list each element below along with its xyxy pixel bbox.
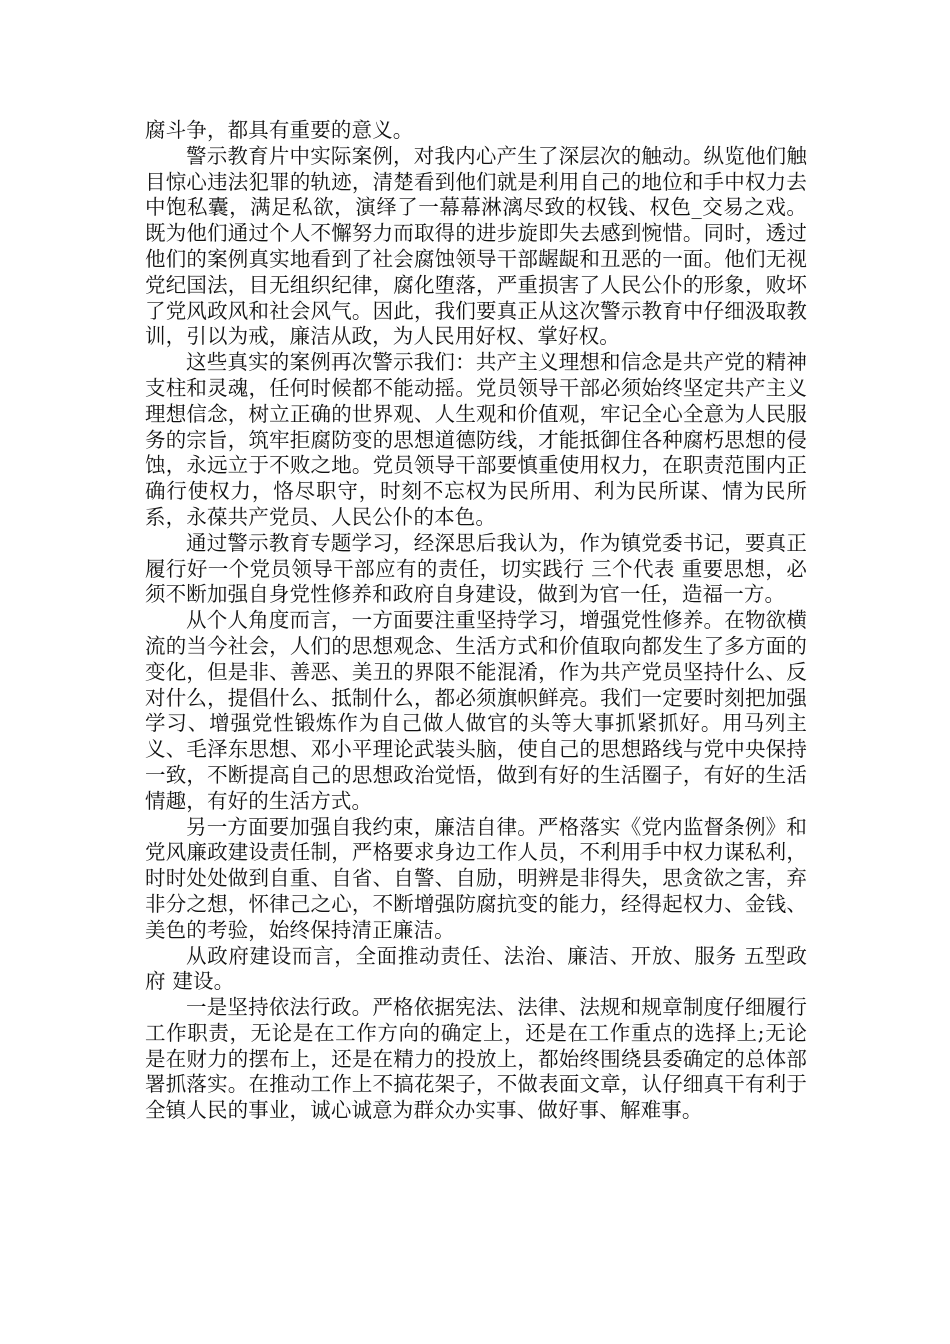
paragraph-continuation: 腐斗争，都具有重要的意义。 (145, 118, 414, 142)
paragraph-self-discipline: 另一方面要加强自我约束，廉洁自律。严格落实《党内监督条例》和党风廉政建设责任制，严格要求身边工作人员，不利用手中权力谋私利，时时处处做到自重、自省、自警、自励，明辨是非得失，思贪欲之害，弃非分之想，怀律己之心，不断增强防腐抗变的能力，经得起权力、金钱、美色的考验，始终保持清正廉洁。 (145, 814, 807, 942)
paragraph-rule-of-law: 一是坚持依法行政。严格依据宪法、法律、法规和规章制度仔细履行工作职责，无论是在工作方向的确定上，还是在工作重点的选择上;无论是在财力的摆布上，还是在精力的投放上，都始终围绕县委确定的总体部署抓落实。在推动工作上不搞花架子，不做表面文章，认仔细真干有利于全镇人民的事业，诚心诚意为群众办实事、做好事、解难事。 (145, 995, 807, 1123)
paragraph-personal-study: 从个人角度而言，一方面要注重坚持学习，增强党性修养。在物欲横流的当今社会，人们的思想观念、生活方式和价值取向都发生了多方面的变化，但是非、善恶、美丑的界限不能混淆，作为共产党员坚持什么、反对什么，提倡什么、抵制什么，都必须旗帜鲜亮。我们一定要时刻把加强学习、增强党性锻炼作为自己做人做官的头等大事抓紧抓好。用马列主义、毛泽东思想、邓小平理论武装头脑，使自己的思想路线与党中央保持一致，不断提高自己的思想政治觉悟，做到有好的生活圈子，有好的生活情趣，有好的生活方式。 (145, 608, 807, 813)
paragraph-ideals-and-beliefs: 这些真实的案例再次警示我们：共产主义理想和信念是共产党的精神支柱和灵魂，任何时候都不能动摇。党员领导干部必须始终坚定共产主义理想信念，树立正确的世界观、人生观和价值观，牢记全心全意为人民服务的宗旨，筑牢拒腐防变的思想道德防线，才能抵御住各种腐朽思想的侵蚀，永远立于不败之地。党员领导干部要慎重使用权力，在职责范围内正确行使权力，恪尽职守，时刻不忘权为民所用、利为民所谋、情为民所系，永葆共产党员、人民公仆的本色。 (145, 350, 807, 529)
paragraph-warning-cases: 警示教育片中实际案例，对我内心产生了深层次的触动。纵览他们触目惊心违法犯罪的轨迹，清楚看到他们就是利用自己的地位和手中权力去中饱私囊，满足私欲，演绎了一幕幕淋漓尽致的权钱、权色_交易之戏。既为他们通过个人不懈努力而取得的进步旋即失去感到惋惜。同时，透过他们的案例真实地看到了社会腐蚀领导干部龌龊和丑恶的一面。他们无视党纪国法，目无组织纪律，腐化堕落，严重损害了人民公仆的形象，败坏了党风政风和社会风气。因此，我们要真正从这次警示教育中仔细汲取教训，引以为戒，廉洁从政，为人民用好权、掌好权。 (145, 143, 807, 349)
document-body (145, 118, 807, 1124)
paragraph-government-building: 从政府建设而言，全面推动责任、法治、廉洁、开放、服务 五型政府 建设。 (145, 943, 807, 994)
paragraph-party-secretary-reflection: 通过警示教育专题学习，经深思后我认为，作为镇党委书记，要真正履行好一个党员领导干部应有的责任，切实践行 三个代表 重要思想，必须不断加强自身党性修养和政府自身建设，做到为官一任，造福一方。 (145, 530, 807, 607)
